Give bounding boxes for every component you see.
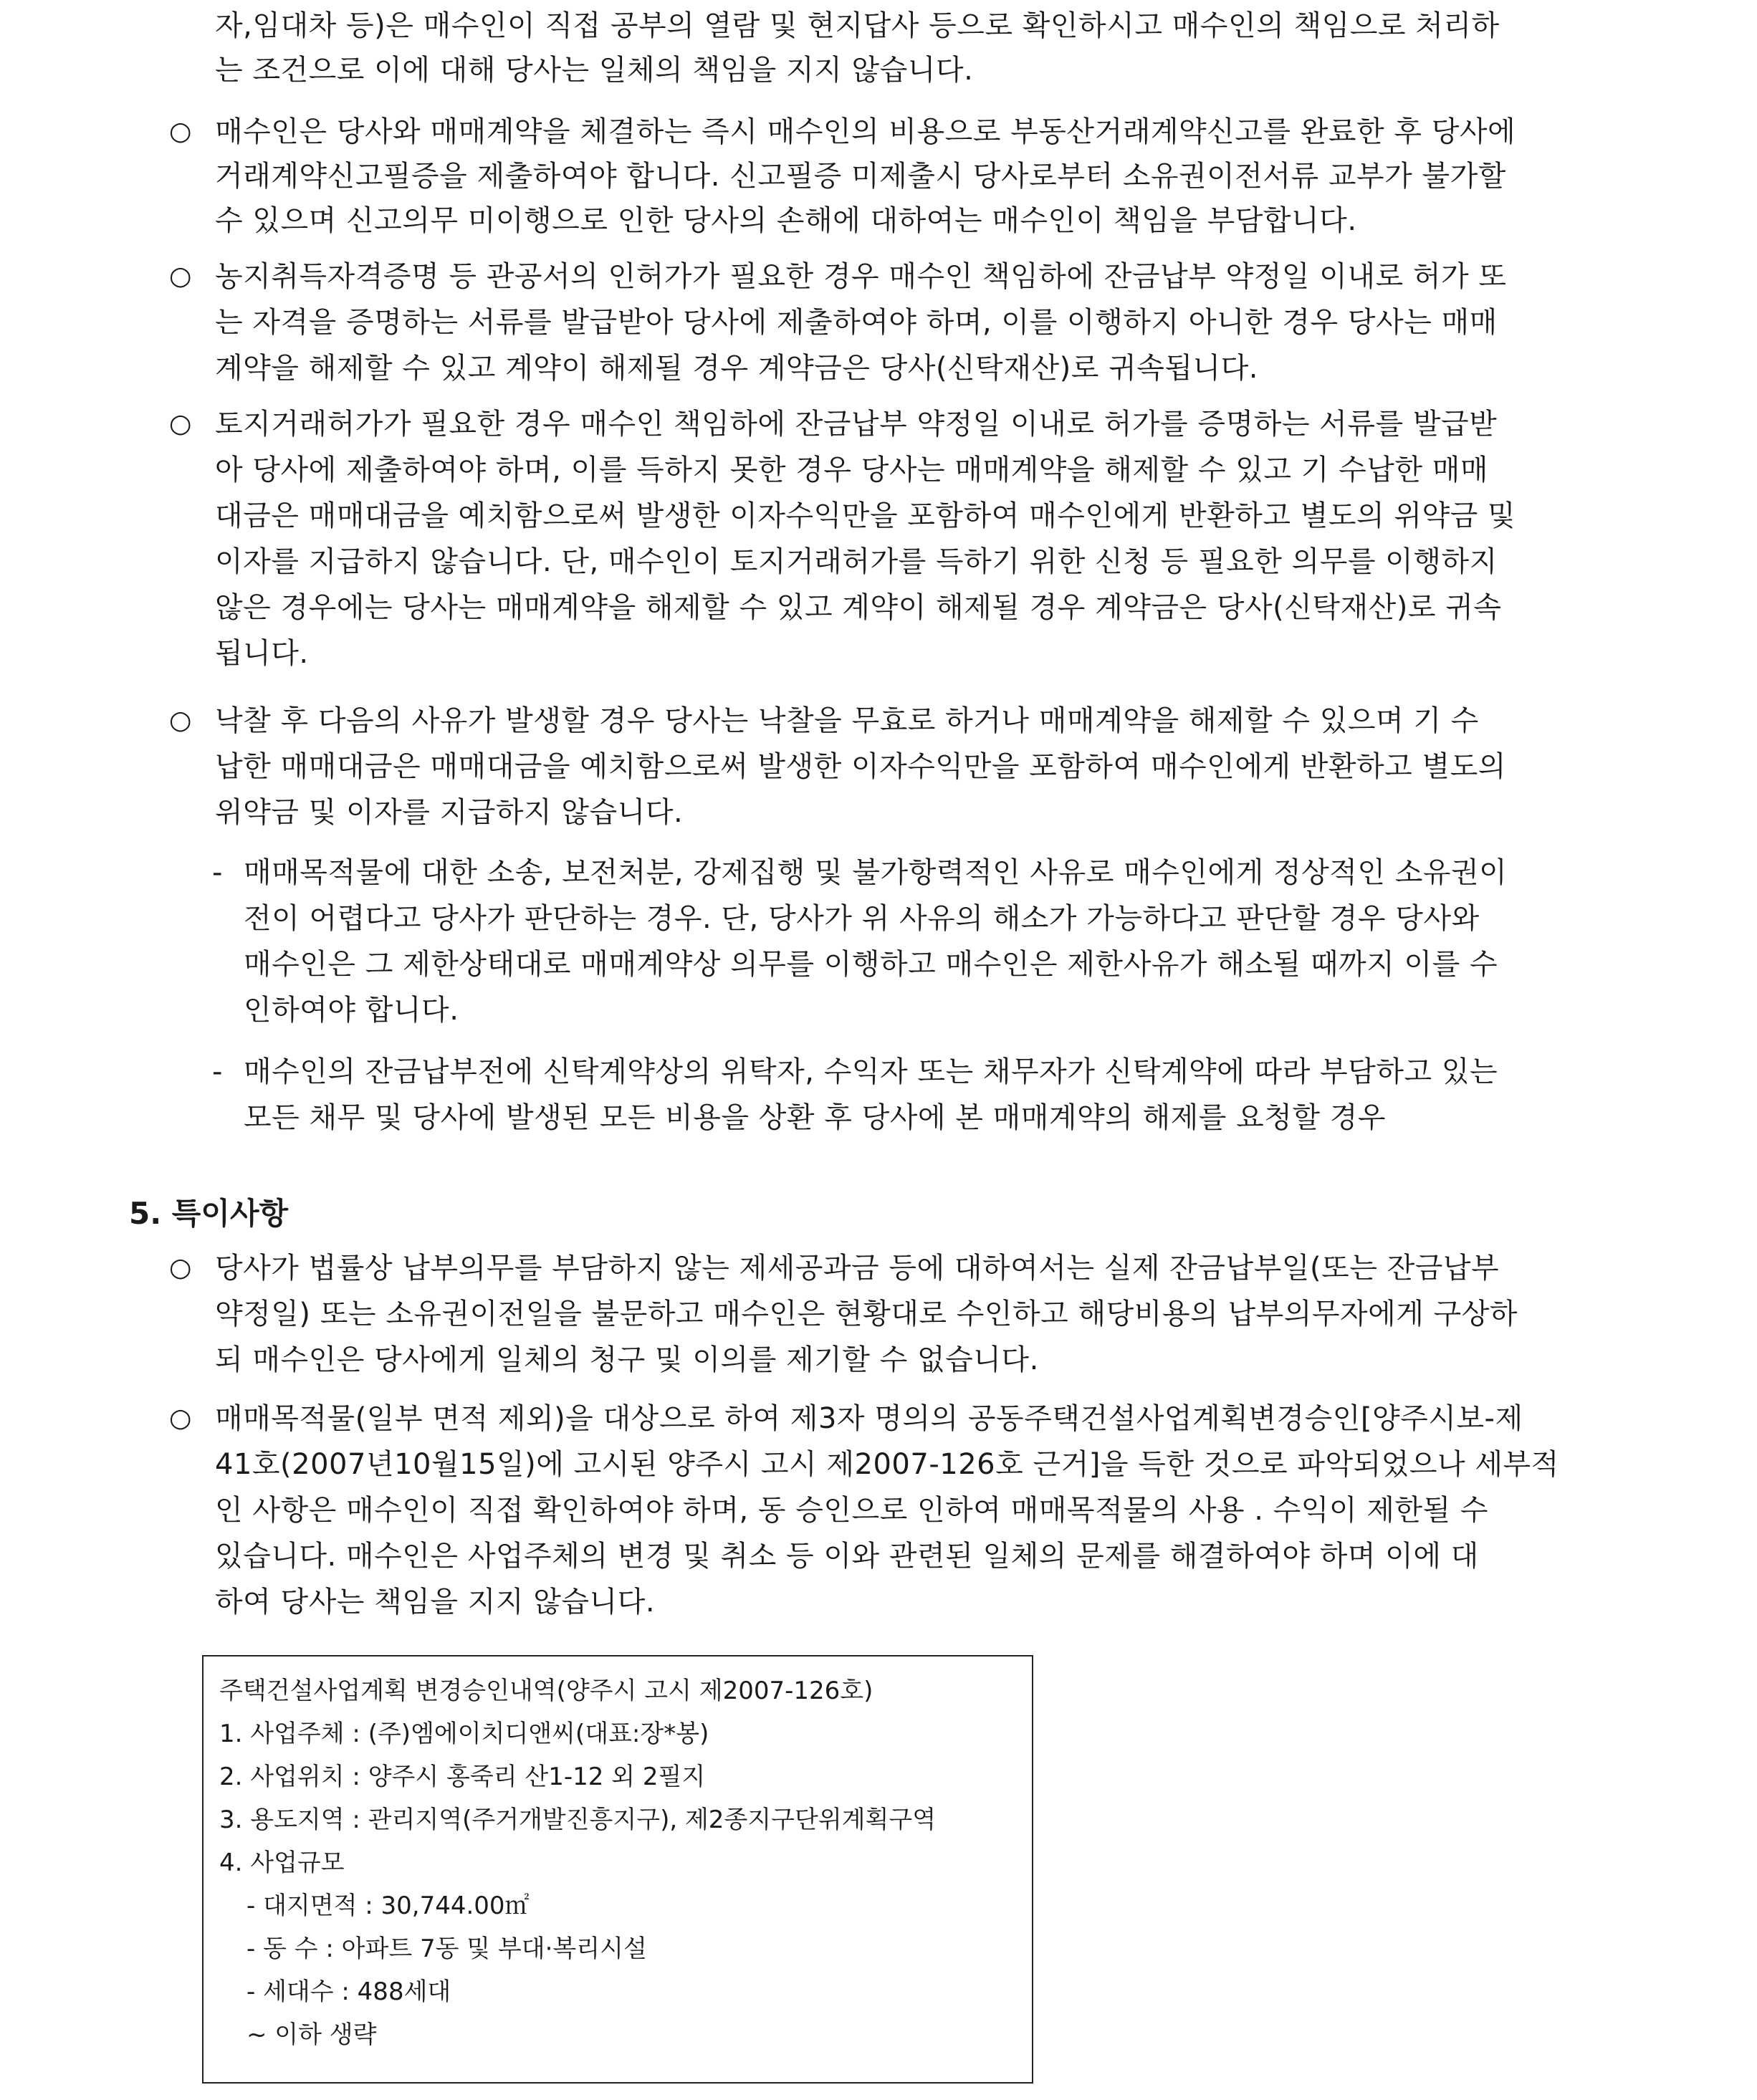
text-line: 아 당사에 제출하여야 하며, 이를 득하지 못한 경우 당사는 매매계약을 해제할 수 있고 기 수납한 매매 xyxy=(215,454,1489,486)
text-line: 있습니다. 매수인은 사업주체의 변경 및 취소 등 이와 관련된 일체의 문제를 해결하여야 하며 이에 대 xyxy=(215,1540,1479,1573)
text-line: 농지취득자격증명 등 관공서의 인허가가 필요한 경우 매수인 책임하에 잔금납부 약정일 이내로 허가 또 xyxy=(215,260,1507,293)
text-line: 됩니다. xyxy=(215,637,309,670)
text-line: 되 매수인은 당사에게 일체의 청구 및 이의를 제기할 수 없습니다. xyxy=(215,1343,1039,1376)
box-line: - 대지면적 : 30,744.00㎡ xyxy=(246,1892,530,1920)
box-line: 4. 사업규모 xyxy=(219,1849,345,1877)
text-line: 매매목적물(일부 면적 제외)을 대상으로 하여 제3자 명의의 공동주택건설사업계획변경승인[양주시보-제 xyxy=(215,1402,1523,1435)
text-line: 인하여야 합니다. xyxy=(244,994,459,1027)
text-line: 당사가 법률상 납부의무를 부담하지 않는 제세공과금 등에 대하여서는 실제 잔금납부일(또는 잔금납부 xyxy=(215,1252,1500,1285)
text-line: 41호(2007년10월15일)에 고시된 양주시 고시 제2007-126호 근거]을 득한 것으로 파악되었으나 세부적 xyxy=(215,1448,1559,1481)
box-line: 2. 사업위치 : 양주시 홍죽리 산1-12 외 2필지 xyxy=(219,1763,706,1791)
text-line: 낙찰 후 다음의 사유가 발생할 경우 당사는 낙찰을 무효로 하거나 매매계약을 해제할 수 있으며 기 수 xyxy=(215,704,1479,737)
text-line: 하여 당사는 책임을 지지 않습니다. xyxy=(215,1586,656,1619)
text-line: 대금은 매매대금을 예치함으로써 발생한 이자수익만을 포함하여 매수인에게 반환하고 별도의 위약금 및 xyxy=(215,499,1516,532)
dash-bullet: - xyxy=(212,856,223,889)
dash-bullet: - xyxy=(212,1055,223,1088)
box-line: - 세대수 : 488세대 xyxy=(246,1977,451,2006)
text-line: 계약을 해제할 수 있고 계약이 해제될 경우 계약금은 당사(신탁재산)로 귀속됩니다. xyxy=(215,352,1258,385)
text-line: 모든 채무 및 당사에 발생된 모든 비용을 상환 후 당사에 본 매매계약의 해제를 요청할 경우 xyxy=(244,1101,1387,1134)
text-line: 약정일) 또는 소유권이전일을 불문하고 매수인은 현황대로 수인하고 해당비용의 납부의무자에게 구상하 xyxy=(215,1298,1518,1331)
text-line: 인 사항은 매수인이 직접 확인하여야 하며, 동 승인으로 인하여 매매목적물의 사용 . 수익이 제한될 수 xyxy=(215,1494,1489,1527)
text-line: 이자를 지급하지 않습니다. 단, 매수인이 토지거래허가를 득하기 위한 신청 등 필요한 의무를 이행하지 xyxy=(215,545,1498,578)
circle-bullet-icon: ○ xyxy=(169,262,192,291)
text-line: 자,임대차 등)은 매수인이 직접 공부의 열람 및 현지답사 등으로 확인하시고 매수인의 책임으로 처리하 xyxy=(215,9,1500,42)
box-title: 주택건설사업계획 변경승인내역(양주시 고시 제2007-126호) xyxy=(219,1677,873,1705)
text-line: 않은 경우에는 당사는 매매계약을 해제할 수 있고 계약이 해제될 경우 계약금은 당사(신탁재산)로 귀속 xyxy=(215,591,1502,624)
text-line: 거래계약신고필증을 제출하여야 합니다. 신고필증 미제출시 당사로부터 소유권이전서류 교부가 불가할 xyxy=(215,160,1506,193)
text-line: 는 자격을 증명하는 서류를 발급받아 당사에 제출하여야 하며, 이를 이행하지 아니한 경우 당사는 매매 xyxy=(215,306,1498,339)
text-line: 매수인은 그 제한상태대로 매매계약상 의무를 이행하고 매수인은 제한사유가 해소될 때까지 이를 수 xyxy=(244,948,1498,981)
text-line: 전이 어렵다고 당사가 판단하는 경우. 단, 당사가 위 사유의 해소가 가능하다고 판단할 경우 당사와 xyxy=(244,902,1480,935)
section-heading: 5. 특이사항 xyxy=(129,1196,289,1231)
box-line: 3. 용도지역 : 관리지역(주거개발진흥지구), 제2종지구단위계획구역 xyxy=(219,1806,937,1834)
text-line: 토지거래허가가 필요한 경우 매수인 책임하에 잔금납부 약정일 이내로 허가를 증명하는 서류를 발급받 xyxy=(215,408,1498,441)
circle-bullet-icon: ○ xyxy=(169,117,192,146)
box-line: 1. 사업주체 : (주)엠에이치디앤씨(대표:장*봉) xyxy=(219,1720,709,1748)
circle-bullet-icon: ○ xyxy=(169,706,192,735)
text-line: 매매목적물에 대한 소송, 보전처분, 강제집행 및 불가항력적인 사유로 매수인에게 정상적인 소유권이 xyxy=(244,856,1508,889)
text-line: 납한 매매대금은 매매대금을 예치함으로써 발생한 이자수익만을 포함하여 매수인에게 반환하고 별도의 xyxy=(215,750,1506,783)
text-line: 매수인의 잔금납부전에 신탁계약상의 위탁자, 수익자 또는 채무자가 신탁계약에 따라 부담하고 있는 xyxy=(244,1055,1498,1088)
text-line: 수 있으며 신고의무 미이행으로 인한 당사의 손해에 대하여는 매수인이 책임을 부담합니다. xyxy=(215,204,1357,237)
approval-details-box xyxy=(202,1655,1033,2084)
box-line: - 동 수 : 아파트 7동 및 부대·복리시설 xyxy=(246,1934,647,1963)
circle-bullet-icon: ○ xyxy=(169,1253,192,1282)
circle-bullet-icon: ○ xyxy=(169,409,192,438)
text-line: 위약금 및 이자를 지급하지 않습니다. xyxy=(215,796,684,829)
text-line: 는 조건으로 이에 대해 당사는 일체의 책임을 지지 않습니다. xyxy=(215,54,974,87)
text-line: 매수인은 당사와 매매계약을 체결하는 즉시 매수인의 비용으로 부동산거래계약신고를 완료한 후 당사에 xyxy=(215,115,1516,148)
circle-bullet-icon: ○ xyxy=(169,1404,192,1433)
box-line: ~ 이하 생략 xyxy=(246,2020,377,2049)
